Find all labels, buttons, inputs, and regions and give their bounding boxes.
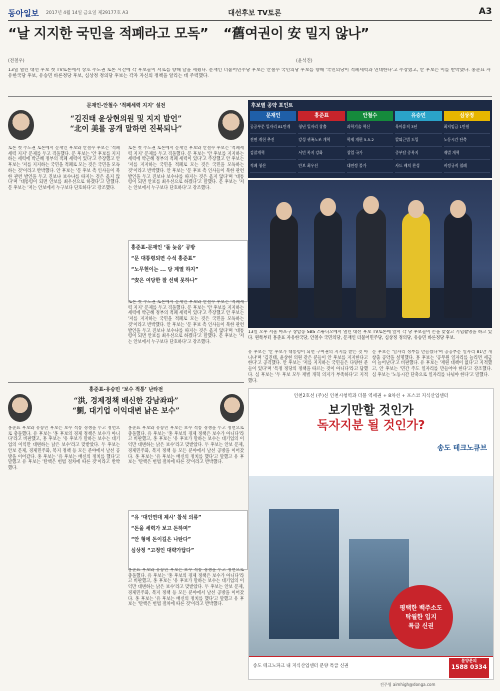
table-cell: 대연정 불가 [347,160,393,173]
mini-quote: “돈을 세력가 보고 돈하며” [131,526,192,532]
advertisement [248,388,494,680]
mini-quote: “문 대통령되면 수석 홍준표” [131,256,196,262]
ad-headline [249,403,493,433]
table-cell: 중부담 중복지 [395,147,441,160]
table-cell: 학제 개편 5-5-2 [347,134,393,147]
table-cell: 적폐 청산 [250,160,296,173]
table-cell: 공공부문 일자리 81만개 [250,121,296,134]
ad-bottom-text: 송도 테크노파크 내 지식산업센터 분양 특급 신권 [253,664,349,669]
table-cell: 육아휴직 3년 [395,121,441,134]
table-cell: 안보 최우선 [298,160,344,173]
ad-footer [249,656,493,679]
candidate-figure [444,212,472,318]
mini-quote: “안 형에 돈이길은 나탄다” [131,537,192,543]
article-body-1b: 토론 첫 주도권 토론에서 문재인 후보와 안철수 후보는 '적폐세력 지지' 문제를 두고 격돌했다. 문 후보는 '안 후보를 지지하는 세력에 박근혜 정부의 적폐 세력이 있다'고 주장했고 안 후보는 '저를 지지하는 국민을 적폐로 모는 것은 국민을 모독하는 것'이라고 반박했다. 안 후보는 '문 후보 측 인사들이 북한 관련 발언을 두고 진보냐 보수냐를 따지는 것은 옳지 않다'며 '대통령이 되면 안보를 최우선으로 하겠다'고 말했다. 문 후보는 '저는 안보에서 누구보다 단호하다'고 강조했다. [128,146,244,191]
mini-quote-box [128,240,248,302]
table-cell: 사드 배치 찬성 [395,160,441,173]
table-cell: 비정규직 철폐 [444,160,490,173]
ad-badge [389,585,453,649]
ad-top-line: 인천2호선 (주)신 인천시청역과 더블 역세권 + 8차선 + 포스코 지식산업센터 [293,394,449,399]
mini-quote: “노무현이는 ... 당 계열 하지” [131,267,199,273]
headline-right: “舊여권이 安 밀지 않나” [223,26,370,42]
divider [8,382,244,383]
newspaper-logo: 동아일보 [8,8,39,18]
article-body-2a: 홍준표 후보와 유승민 후보는 보수 적통 경쟁을 두고 정면으로 충돌했다. 유 후보는 '홍 후보의 경제 정책은 보수가 아니다'라고 비판했고, 홍 후보는 '유 후보가 말하는 보수는 대기업의 이익만 대변하는 낡은 보수'라고 맞받았다. 두 후보는 안보 문제, 경제민주화, 복지 정책 등 모든 분야에서 날선 공방을 이어갔다. 홍 후보는 '유 후보는 배신의 정치를 했다'고 말했고 유 후보는 '탄핵은 헌법 절차에 따른 것'이라고 반박했다. [8,426,120,471]
right-article-body: 문 후보는 '일자리 정부를 만들겠다'며 공공부문 일자리 81만 개 창출 공약을 설명했다. 홍 후보는 '공무원 일자리를 늘리면 세금이 늘어난다'고 비판했다. 유 후보는 '재원 대책이 없다'고 지적했고, 안 후보는 '민간 주도 일자리를 만들어야 한다'고 강조했다. 심 후보는 '노동시간 단축으로 일자리를 나눠야 한다'고 말했다. [372,350,492,378]
quote-block [36,396,216,416]
article-body-1a: 토론 첫 주도권 토론에서 문재인 후보와 안철수 후보는 '적폐세력 지지' 문제를 두고 격돌했다. 문 후보는 '안 후보를 지지하는 세력에 박근혜 정부의 적폐 세력이 있다'고 주장했고 안 후보는 '저를 지지하는 국민을 적폐로 모는 것은 국민을 모독하는 것'이라고 반박했다. 안 후보는 '문 후보 측 인사들이 북한 관련 발언을 두고 진보냐 보수냐를 따지는 것은 옳지 않다'며 '대통령이 되면 안보를 최우선으로 하겠다'고 말했다. 문 후보는 '저는 안보에서 누구보다 단호하다'고 강조했다. [8,146,120,191]
table-cell: 재벌 개혁 [444,147,490,160]
credit-right: (윤석진) [296,59,313,64]
table-cell: 청년 일자리 창출 [298,121,344,134]
portrait-moon [8,110,34,140]
table-cell: 칼퇴근법 도입 [395,134,441,147]
article-body-1c: 토론 첫 주도권 토론에서 문재인 후보와 안철수 후보는 '적폐세력 지지' 문제를 두고 격돌했다. 문 후보는 '안 후보를 지지하는 세력에 박근혜 정부의 적폐 세력이 있다'고 주장했고 안 후보는 '저를 지지하는 국민을 적폐로 모는 것은 국민을 모독하는 것'이라고 반박했다. 안 후보는 '문 후보 측 인사들이 북한 관련 발언을 두고 진보냐 보수냐를 따지는 것은 옳지 않다'며 '대통령이 되면 안보를 최우선으로 하겠다'고 말했다. 문 후보는 '저는 안보에서 누구보다 단호하다'고 강조했다. [128,300,244,345]
table-header-candidate: 안철수 [347,111,393,121]
page-number: A3 [478,7,492,17]
page-header [8,6,492,21]
candidate-figure [402,212,430,318]
credit-left: (전철우) [8,59,25,64]
ad-phone-box [449,658,489,678]
portrait-yoo [220,394,244,422]
candidate-figure [356,208,386,318]
quote-left: “김진태 윤상현의원 및 지지 발언” [70,114,182,123]
quote-right: “北이 美를 공개 말하면 진북되나” [69,124,183,133]
article-body-2b: 홍준표 후보와 유승민 후보는 보수 적통 경쟁을 두고 정면으로 충돌했다. 유 후보는 '홍 후보의 경제 정책은 보수가 아니다'라고 비판했고, 홍 후보는 '유 후보가 말하는 보수는 대기업의 이익만 대변하는 낡은 보수'라고 맞받았다. 두 후보는 안보 문제, 경제민주화, 복지 정책 등 모든 분야에서 날선 공방을 이어갔다. 홍 후보는 '유 후보는 배신의 정치를 했다'고 말했고 유 후보는 '탄핵은 헌법 절차에 따른 것'이라고 반박했다. [128,426,244,466]
portrait-ahn [218,110,244,140]
table-column [347,111,393,173]
ad-brand: 송도 테크노큐브 [437,444,487,452]
section-title: 대선후보 TV토론 [228,9,282,17]
photo-caption: 13일 오후 서울 마포구 상암동 SBS 스튜디오에서 열린 대선 후보 TV토론에 앞서 각 당 후보들이 손을 맞잡고 기념촬영을 하고 있다. 왼쪽부터 홍준표 자유한국당, 안철수 국민의당, 문재인 더불어민주당, 심상정 정의당, 유승민 바른정당 후보. [248,330,492,341]
table-column [395,111,441,173]
article-hong-yoo [8,386,244,684]
mini-quote: “유 ‘대인연대 제시’ 참석 의류” [131,515,202,521]
table-cell: 서민 복지 강화 [298,147,344,160]
ad-badge-line: 탁월한 입지 [405,613,437,621]
table-cell: 전면 개헌 추진 [250,134,296,147]
byline: 전주영 aimhigh@donga.com [380,682,436,687]
table-column [298,111,344,173]
table-cell: 창업 국가 [347,147,393,160]
article-tag: 홍준표-유승민 ‘보수 적통’ 난타전 [89,387,163,393]
ad-phone-label: 분양문의 [461,658,477,663]
ad-building [269,509,339,639]
article-tag: 문재인-안철수 ‘적폐세력 지지’ 설전 [86,103,166,109]
table-cell: 강성 귀족노조 개혁 [298,134,344,147]
table-title: 후보별 공약 포인트 [251,103,294,109]
table-header-candidate: 문재인 [250,111,296,121]
right-article-body: 유 후보는 '안 후보가 대통령이 되면 구여권의 지지를 받는 것 아니냐'며 '김진태, 윤상현 의원 같은 분들이 안 후보를 지지한다고 한다'고 공격했다. 안 후보는 '저를 지지하는 국민들은 다양한 분들이 있다'며 '특정 정당의 정책을 따르는 것이 아니다'라고 답했다. 심 후보는 '두 후보 모두 재벌 개혁 의지가 부족하다'고 지적했다. [248,350,368,384]
ad-headline-1: 보기만할 것인가 [328,403,414,417]
ad-phone: 1588 0334 [451,664,487,671]
headline-left: “날 지지한 국민을 적폐라고 모독” [8,26,209,42]
table-column [444,111,490,173]
pledge-table [248,100,492,178]
table-cell: 노동시간 단축 [444,134,490,147]
table-header-candidate: 심상정 [444,111,490,121]
candidate-figure [270,214,298,318]
table-header-candidate: 홍준표 [298,111,344,121]
quote-1: “洪, 경제정책 배신한 강남좌파” [73,396,179,405]
table-cell: 검찰개혁 [250,147,296,160]
quote-block [38,114,214,134]
table-header-candidate: 유승민 [395,111,441,121]
table-cell: 과학기술 혁신 [347,121,393,134]
main-headline [8,22,492,42]
article-body-2c: 홍준표 후보와 유승민 후보는 보수 적통 경쟁을 두고 정면으로 충돌했다. 유 후보는 '홍 후보의 경제 정책은 보수가 아니다'라고 비판했고, 홍 후보는 '유 후보가 말하는 보수는 대기업의 이익만 대변하는 낡은 보수'라고 맞받았다. 두 후보는 안보 문제, 경제민주화, 복지 정책 등 모든 분야에서 날선 공방을 이어갔다. 홍 후보는 '유 후보는 배신의 정치를 했다'고 말했고 유 후보는 '탄핵은 헌법 절차에 따른 것'이라고 반박했다. [128,568,244,608]
candidate-figure [314,210,342,318]
table-cell: 최저임금 1만원 [444,121,490,134]
ad-badge-line: 평택한 백주소도 [399,604,443,612]
mini-quote: “安은 여당한 잘 선택 못하나” [131,278,198,284]
candidates-photo [248,180,492,328]
issue-date: 2017년 4월 14일 금요일 제29177호 A3 [46,11,129,16]
portrait-hong [8,394,32,422]
ad-badge-line: 특급 신권 [408,622,434,630]
lede-paragraph: 13일 열린 대선 후보 첫 TV토론에서 상호 주도권 토론 시간에 각 후보들이 서로를 향해 날을 세웠다. 문재인 더불어민주당 후보는 안철수 국민의당 후보를 향해 '국민의당이 적폐세력과 연대한다'고 주장했고, 안 후보는 이를 반박했다. 홍준표 자유한국당 후보, 유승민 바른정당 후보, 심상정 정의당 후보는 각자 자신의 정책을 알리는 데 주력했다. [8,68,491,80]
article-moon-ahn [8,100,244,380]
ad-headline-2: 독자지분 될 것인가? [316,418,426,432]
mini-quote: 심상정 “고정인 대략가답다” [131,548,195,554]
mini-quote-box [128,510,248,570]
quote-2: “劉, 대기업 이익대변 낡은 보수” [72,406,180,415]
divider [8,96,492,97]
mini-quote: 홍준표-문재인 ‘돌 늦음’ 공방 [131,245,196,251]
table-column [250,111,296,173]
